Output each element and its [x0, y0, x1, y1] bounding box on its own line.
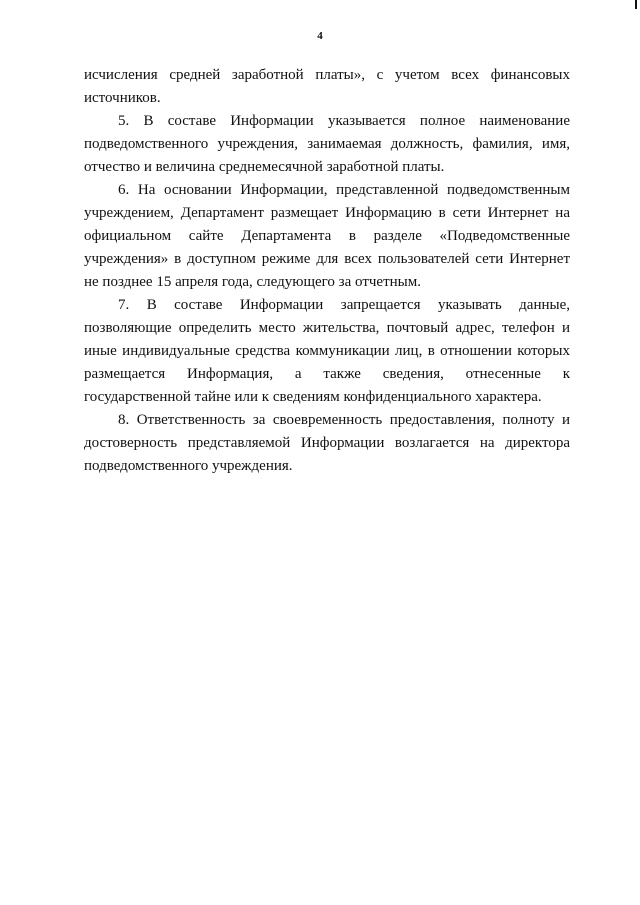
paragraph-7: 7. В составе Информации запрещается указывать данные, позволяющие определить место жительства, почтовый адрес, телефон и иные индивидуальные средства коммуникации лиц, в отношении которых размещается Информация, а также сведения, отнесенные к государственной тайне или к сведениям конфиденциального характера.: [84, 297, 570, 405]
page-number: 4: [317, 30, 323, 42]
paragraph-8: 8. Ответственность за своевременность предоставления, полноту и достоверность представляемой Информации возлагается на директора подведомственного учреждения.: [84, 412, 570, 474]
paragraph-continuation: исчисления средней заработной платы», с учетом всех финансовых источников.: [84, 67, 570, 106]
paragraph-5: 5. В составе Информации указывается полное наименование подведомственного учреждения, занимаемая должность, фамилия, имя, отчество и величина среднемесячной заработной платы.: [84, 113, 570, 175]
scan-edge-mark: [635, 0, 637, 9]
document-body: [84, 64, 570, 478]
paragraph-6: 6. На основании Информации, представленной подведомственным учреждением, Департамент размещает Информацию в сети Интернет на официальном сайте Департамента в разделе «Подведомственные учреждения» в доступном режиме для всех пользователей сети Интернет не позднее 15 апреля года, следующего за отчетным.: [84, 182, 570, 290]
